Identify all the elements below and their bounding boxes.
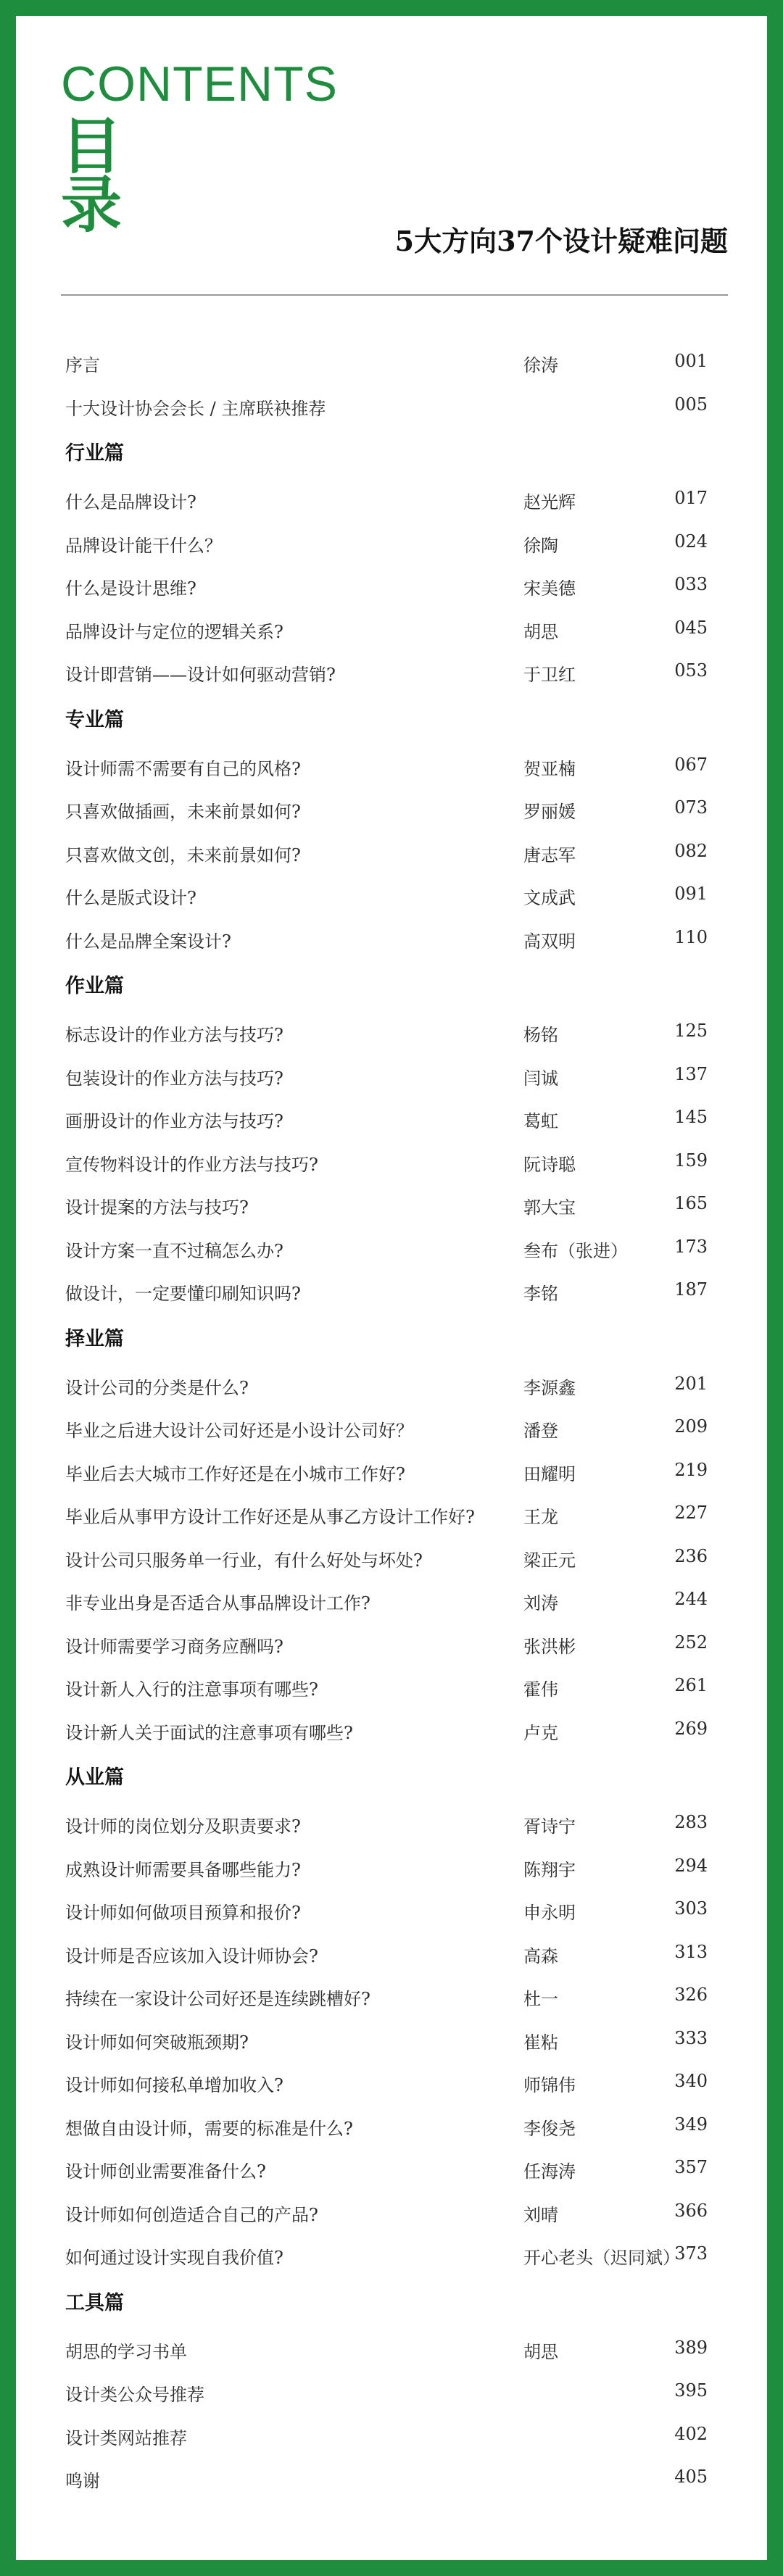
- toc-entry[interactable]: [65, 2414, 718, 2457]
- entry-title: 设计师是否应该加入设计师协会?: [65, 1945, 318, 1966]
- entry-author: 李铭: [523, 1284, 558, 1304]
- entry-title: 品牌设计与定位的逻辑关系?: [65, 621, 283, 642]
- entry-author: 罗丽媛: [523, 802, 576, 822]
- entry-title: 毕业之后进大设计公司好还是小设计公司好？: [65, 1421, 413, 1441]
- entry-page: 145: [674, 1107, 708, 1127]
- entry-author: 赵光辉: [523, 492, 576, 512]
- entry-title: 画册设计的作业方法与技巧?: [65, 1111, 283, 1131]
- toc-entry[interactable]: [65, 1406, 718, 1450]
- entry-author: 潘登: [523, 1421, 558, 1441]
- mulu-title: [61, 111, 126, 241]
- entry-author: 阮诗聪: [523, 1154, 576, 1175]
- toc-entry[interactable]: [65, 1708, 718, 1752]
- entry-author: 申永明: [523, 1903, 576, 1923]
- section-heading-text: 作业篇: [65, 975, 124, 997]
- entry-author: 胡思: [523, 621, 558, 642]
- entry-title: 设计公司的分类是什么?: [65, 1377, 249, 1398]
- entry-author: 胥诗宁: [523, 1816, 576, 1837]
- entry-author: 田耀明: [523, 1463, 576, 1484]
- toc-entry[interactable]: [65, 2370, 718, 2414]
- entry-author: 高双明: [523, 931, 576, 952]
- entry-page: 244: [674, 1589, 708, 1609]
- entry-author: 李源鑫: [523, 1377, 576, 1398]
- entry-page: 269: [674, 1718, 708, 1739]
- section-heading-text: 择业篇: [65, 1327, 124, 1350]
- entry-title: 设计师的岗位划分及职责要求?: [65, 1816, 301, 1837]
- entry-title: 设计师如何突破瓶颈期?: [65, 2032, 249, 2053]
- entry-page: 187: [674, 1279, 708, 1300]
- header-divider: [61, 294, 728, 296]
- entry-title: 序言: [65, 355, 100, 375]
- entry-page: 209: [674, 1416, 708, 1437]
- section-heading-text: 从业篇: [65, 1766, 124, 1789]
- entry-page: 357: [674, 2157, 708, 2177]
- entry-author: 刘涛: [523, 1593, 558, 1613]
- toc-entry[interactable]: [65, 1665, 718, 1708]
- entry-author: 任海涛: [523, 2161, 576, 2182]
- entry-author: 葛虹: [523, 1111, 558, 1131]
- entry-page: 326: [674, 1985, 708, 2005]
- toc-entry[interactable]: [65, 1140, 718, 1184]
- entry-title: 设计提案的方法与技巧?: [65, 1197, 249, 1218]
- entry-title: 设计方案一直不过稿怎么办?: [65, 1240, 283, 1261]
- entry-page: 033: [674, 574, 708, 594]
- entry-page: 219: [674, 1459, 708, 1480]
- entry-title: 毕业后去大城市工作好还是在小城市工作好?: [65, 1463, 405, 1484]
- section-heading: [65, 1751, 718, 1802]
- toc-entry[interactable]: [65, 521, 718, 565]
- entry-page: 402: [674, 2423, 708, 2444]
- entry-title: 毕业后从事甲方设计工作好还是从事乙方设计工作好?: [65, 1507, 475, 1527]
- entry-page: 283: [674, 1812, 708, 1832]
- entry-author: 郭大宝: [523, 1197, 576, 1218]
- entry-title: 设计师如何接私单增加收入?: [65, 2075, 283, 2095]
- entry-title: 设计师创业需要准备什么?: [65, 2161, 266, 2182]
- entry-page: 165: [674, 1193, 708, 1213]
- toc-entry[interactable]: [65, 1183, 718, 1226]
- entry-title: 做设计，一定要懂印刷知识吗?: [65, 1284, 301, 1304]
- toc-entry[interactable]: [65, 1845, 718, 1889]
- toc-entry[interactable]: [65, 384, 718, 428]
- entry-author: 崔粘: [523, 2032, 558, 2053]
- subtitle: 5大方向37个设计疑难问题: [394, 225, 728, 257]
- section-heading-text: 专业篇: [65, 708, 124, 731]
- entry-title: 设计师需不需要有自己的风格?: [65, 758, 301, 779]
- entry-title: 设计公司只服务单一行业，有什么好处与坏处?: [65, 1550, 423, 1571]
- entry-page: 053: [674, 660, 708, 681]
- section-heading: [65, 2277, 718, 2327]
- toc-entry[interactable]: [65, 2327, 718, 2371]
- toc-entry[interactable]: [65, 1010, 718, 1054]
- contents-heading: CONTENTS: [61, 57, 338, 112]
- toc-entry[interactable]: [65, 564, 718, 607]
- entry-title: 什么是设计思维?: [65, 578, 196, 599]
- entry-author: 刘晴: [523, 2204, 558, 2225]
- toc-entry[interactable]: [65, 650, 718, 694]
- entry-page: 073: [674, 797, 708, 818]
- toc-entry[interactable]: [65, 2456, 718, 2500]
- toc-entry[interactable]: [65, 478, 718, 521]
- toc-entry[interactable]: [65, 1097, 718, 1140]
- entry-author: 于卫红: [523, 665, 576, 685]
- entry-page: 303: [674, 1898, 708, 1919]
- entry-page: 110: [674, 926, 708, 947]
- entry-title: 十大设计协会会长 / 主席联袂推荐: [65, 398, 326, 419]
- entry-title: 什么是品牌设计?: [65, 492, 196, 512]
- entry-title: 品牌设计能干什么？: [65, 535, 222, 556]
- entry-title: 胡思的学习书单: [65, 2341, 187, 2362]
- entry-author: 闫诚: [523, 1068, 558, 1089]
- entry-title: 设计新人关于面试的注意事项有哪些?: [65, 1722, 353, 1743]
- section-heading: [65, 960, 718, 1010]
- toc-entry[interactable]: [65, 917, 718, 960]
- section-heading: [65, 427, 718, 478]
- entry-page: 227: [674, 1503, 708, 1523]
- toc-entry[interactable]: [65, 1269, 718, 1313]
- toc-entry[interactable]: [65, 1492, 718, 1536]
- section-heading-text: 行业篇: [65, 442, 124, 465]
- toc-entry[interactable]: [65, 2233, 718, 2277]
- toc-entry[interactable]: [65, 2018, 718, 2061]
- toc-entry[interactable]: [65, 1536, 718, 1579]
- entry-page: 017: [674, 488, 708, 508]
- entry-page: 395: [674, 2380, 708, 2401]
- entry-page: 261: [674, 1675, 708, 1695]
- toc-entry[interactable]: [65, 787, 718, 831]
- entry-page: 366: [674, 2200, 708, 2221]
- entry-author: 霍伟: [523, 1679, 558, 1700]
- entry-page: 405: [674, 2467, 708, 2487]
- entry-title: 宣传物料设计的作业方法与技巧?: [65, 1154, 318, 1175]
- entry-author: 贺亚楠: [523, 758, 576, 779]
- entry-author: 陈翔宇: [523, 1859, 576, 1880]
- entry-title: 什么是品牌全案设计?: [65, 931, 231, 952]
- entry-author: 唐志军: [523, 844, 576, 865]
- entry-title: 成熟设计师需要具备哪些能力?: [65, 1859, 301, 1880]
- entry-page: 045: [674, 617, 708, 638]
- entry-title: 设计新人入行的注意事项有哪些?: [65, 1679, 318, 1700]
- entry-page: 082: [674, 840, 708, 861]
- table-of-contents: [65, 341, 718, 2500]
- entry-page: 005: [674, 394, 708, 415]
- toc-entry[interactable]: [65, 1226, 718, 1270]
- entry-title: 设计类网站推荐: [65, 2427, 187, 2448]
- entry-title: 只喜欢做插画，未来前景如何?: [65, 802, 301, 822]
- entry-page: 313: [674, 1941, 708, 1962]
- entry-page: 201: [674, 1373, 708, 1394]
- entry-title: 设计师需要学习商务应酬吗?: [65, 1636, 283, 1657]
- toc-entry[interactable]: [65, 1363, 718, 1407]
- section-heading: [65, 694, 718, 744]
- entry-title: 鸣谢: [65, 2471, 100, 2491]
- toc-entry[interactable]: [65, 1932, 718, 1975]
- header: [61, 59, 728, 299]
- toc-entry[interactable]: [65, 341, 718, 384]
- entry-author: 开心老头（迟同斌）: [523, 2248, 680, 2268]
- entry-page: 333: [674, 2027, 708, 2048]
- entry-page: 236: [674, 1545, 708, 1566]
- entry-title: 持续在一家设计公司好还是连续跳槽好?: [65, 1989, 370, 2009]
- entry-page: 137: [674, 1063, 708, 1084]
- entry-author: 文成武: [523, 888, 576, 908]
- entry-author: 张洪彬: [523, 1636, 576, 1657]
- entry-author: 卢克: [523, 1722, 558, 1743]
- toc-entry[interactable]: [65, 1450, 718, 1493]
- entry-title: 设计类公众号推荐: [65, 2385, 204, 2405]
- entry-title: 如何通过设计实现自我价值?: [65, 2248, 283, 2268]
- entry-page: 389: [674, 2337, 708, 2358]
- entry-author: 杨铭: [523, 1025, 558, 1045]
- entry-author: 王龙: [523, 1507, 558, 1527]
- entry-page: 125: [674, 1021, 708, 1041]
- section-heading: [65, 1313, 718, 1363]
- toc-entry[interactable]: [65, 744, 718, 788]
- entry-title: 什么是版式设计?: [65, 888, 196, 908]
- toc-entry[interactable]: [65, 1888, 718, 1932]
- entry-page: 340: [674, 2071, 708, 2091]
- toc-entry[interactable]: [65, 2061, 718, 2104]
- entry-page: 024: [674, 531, 708, 552]
- section-heading-text: 工具篇: [65, 2291, 124, 2314]
- entry-page: 173: [674, 1236, 708, 1257]
- entry-title: 设计师如何创造适合自己的产品?: [65, 2204, 318, 2225]
- toc-entry[interactable]: [65, 1054, 718, 1097]
- entry-author: 师锦伟: [523, 2075, 576, 2095]
- entry-page: 159: [674, 1150, 708, 1171]
- toc-entry[interactable]: [65, 607, 718, 651]
- entry-author: 叁布（张进）: [523, 1240, 628, 1261]
- entry-page: 373: [674, 2243, 708, 2264]
- toc-entry[interactable]: [65, 1579, 718, 1622]
- toc-entry[interactable]: [65, 2104, 718, 2148]
- entry-author: 杜一: [523, 1989, 558, 2009]
- entry-title: 设计即营销——设计如何驱动营销?: [65, 665, 336, 685]
- entry-author: 徐陶: [523, 535, 558, 556]
- toc-entry[interactable]: [65, 2147, 718, 2190]
- mulu-char-1: 目: [61, 111, 123, 182]
- entry-author: 高森: [523, 1945, 558, 1966]
- toc-entry[interactable]: [65, 1974, 718, 2018]
- entry-title: 非专业出身是否适合从事品牌设计工作?: [65, 1593, 370, 1613]
- toc-entry[interactable]: [65, 2190, 718, 2234]
- entry-page: 091: [674, 884, 708, 904]
- entry-title: 包装设计的作业方法与技巧?: [65, 1068, 283, 1089]
- entry-title: 设计师如何做项目预算和报价?: [65, 1903, 301, 1923]
- entry-author: 李俊尧: [523, 2118, 576, 2139]
- entry-page: 252: [674, 1632, 708, 1653]
- entry-page: 349: [674, 2114, 708, 2135]
- toc-entry[interactable]: [65, 1622, 718, 1666]
- entry-title: 标志设计的作业方法与技巧?: [65, 1025, 283, 1045]
- toc-entry[interactable]: [65, 873, 718, 917]
- toc-entry[interactable]: [65, 1802, 718, 1845]
- entry-title: 只喜欢做文创，未来前景如何?: [65, 844, 301, 865]
- entry-page: 067: [674, 754, 708, 775]
- entry-page: 294: [674, 1855, 708, 1876]
- entry-title: 想做自由设计师，需要的标准是什么?: [65, 2118, 353, 2139]
- entry-author: 梁正元: [523, 1550, 576, 1571]
- entry-author: 胡思: [523, 2341, 558, 2362]
- entry-page: 001: [674, 351, 708, 371]
- mulu-char-2: 录: [61, 169, 123, 241]
- toc-entry[interactable]: [65, 831, 718, 874]
- entry-author: 宋美德: [523, 578, 576, 599]
- entry-author: 徐涛: [523, 355, 558, 375]
